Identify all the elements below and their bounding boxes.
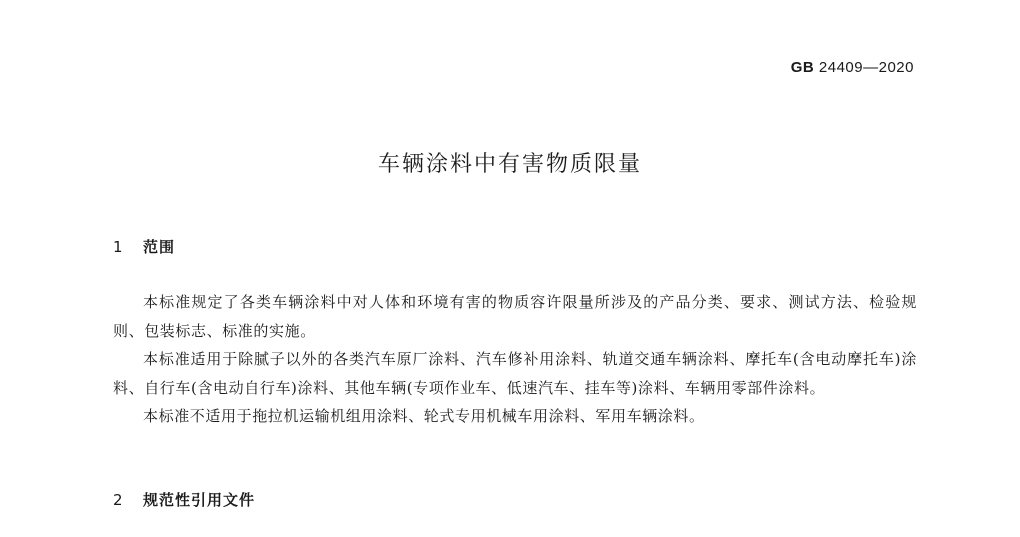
- section-title: 范围: [143, 238, 176, 256]
- paragraph: 本标准适用于除腻子以外的各类汽车原厂涂料、汽车修补用涂料、轨道交通车辆涂料、摩托车(含电动摩托车)涂料、自行车(含电动自行车)涂料、其他车辆(专项作业车、低速汽车、挂车等)涂料、车辆用零部件涂料。: [113, 350, 917, 397]
- standard-number: 24409—2020: [818, 59, 914, 76]
- section-heading-scope: [113, 236, 175, 257]
- paragraph: 本标准规定了各类车辆涂料中对人体和环境有害的物质容许限量所涉及的产品分类、要求、测试方法、检验规则、包装标志、标准的实施。: [113, 293, 917, 340]
- section-number: 2: [113, 491, 124, 509]
- section-heading-normative-references: [113, 489, 255, 510]
- section-title: 规范性引用文件: [143, 491, 256, 509]
- standard-code: [791, 59, 914, 76]
- section-number: 1: [113, 238, 124, 256]
- document-title: 车辆涂料中有害物质限量: [377, 152, 642, 177]
- paragraph: 本标准不适用于拖拉机运输机组用涂料、轮式专用机械车用涂料、军用车辆涂料。: [143, 407, 705, 425]
- standard-prefix: GB: [790, 59, 815, 76]
- section-body-scope: [113, 288, 917, 431]
